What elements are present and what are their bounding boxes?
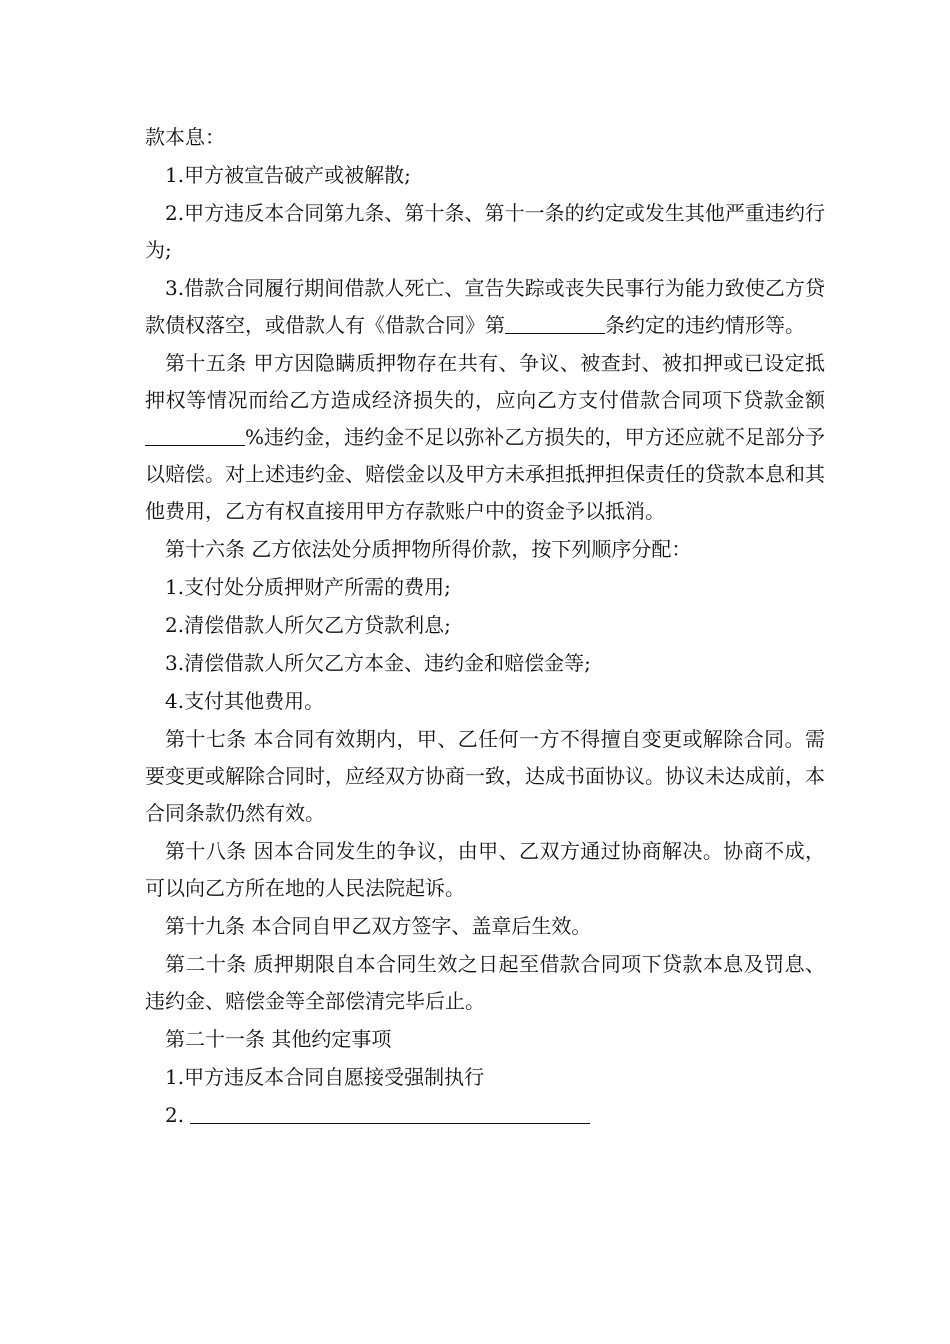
fill-in-blank-long[interactable]	[190, 1099, 590, 1124]
list-item-disposal-fees: 1.支付处分质押财产所需的费用;	[165, 575, 451, 599]
article-17: 第十七条 本合同有效期内，甲、乙任何一方不得擅自变更或解除合同。需要变更或解除合同时，应经双方协商一致，达成书面协议。协议未达成前，本合同条款仍然有效。	[145, 727, 825, 825]
list-item-other-fees: 4.支付其他费用。	[165, 689, 325, 713]
article-20: 第二十条 质押期限自本合同生效之日起至借款合同项下贷款本息及罚息、违约金、赔偿金等全部偿清完毕后止。	[145, 952, 825, 1013]
list-item-interest: 2.清偿借款人所欠乙方贷款利息;	[165, 613, 451, 637]
article-18: 第十八条 因本合同发生的争议，由甲、乙双方通过协商解决。协商不成，可以向乙方所在地的人民法院起诉。	[145, 839, 825, 900]
list-item-bankruptcy: 1.甲方被宣告破产或被解散;	[165, 163, 411, 187]
text-segment: 条约定的违约情形等。	[605, 313, 805, 337]
list-item-blank	[145, 1097, 825, 1134]
paragraph-continuation: 款本息：	[145, 125, 225, 149]
document-page	[145, 119, 825, 1135]
text-segment: 2.	[165, 1103, 191, 1127]
list-item-breach: 2.甲方违反本合同第九条、第十条、第十一条的约定或发生其他严重违约行为;	[145, 201, 825, 262]
list-item-enforcement: 1.甲方违反本合同自愿接受强制执行	[165, 1065, 485, 1089]
list-item-borrower-death	[145, 270, 825, 344]
list-item-principal: 3.清偿借款人所欠乙方本金、违约金和赔偿金等;	[165, 651, 591, 675]
fill-in-blank[interactable]	[145, 421, 245, 446]
text-segment: 第十五条 甲方因隐瞒质押物存在共有、争议、被查封、被扣押或已设定抵押权等情况而给乙方造成经济损失的，应向乙方支付借款合同项下贷款金额	[145, 351, 825, 412]
article-19: 第十九条 本合同自甲乙双方签字、盖章后生效。	[165, 914, 592, 938]
fill-in-blank[interactable]	[505, 309, 605, 334]
text-segment: 3.借款合同履行期间借款人死亡、宣告失踪或丧失民事行为能力致使乙方贷款债权落空，或借款人有《借款合同》第	[145, 276, 825, 337]
article-16: 第十六条 乙方依法处分质押物所得价款，按下列顺序分配：	[165, 537, 692, 561]
text-segment: %违约金，违约金不足以弥补乙方损失的，甲方还应就不足部分予以赔偿。对上述违约金、赔偿金以及甲方未承担抵押担保责任的贷款本息和其他费用，乙方有权直接用甲方存款账户中的资金予以抵消。	[145, 425, 825, 523]
article-15	[145, 345, 825, 530]
article-21: 第二十一条 其他约定事项	[165, 1027, 392, 1051]
